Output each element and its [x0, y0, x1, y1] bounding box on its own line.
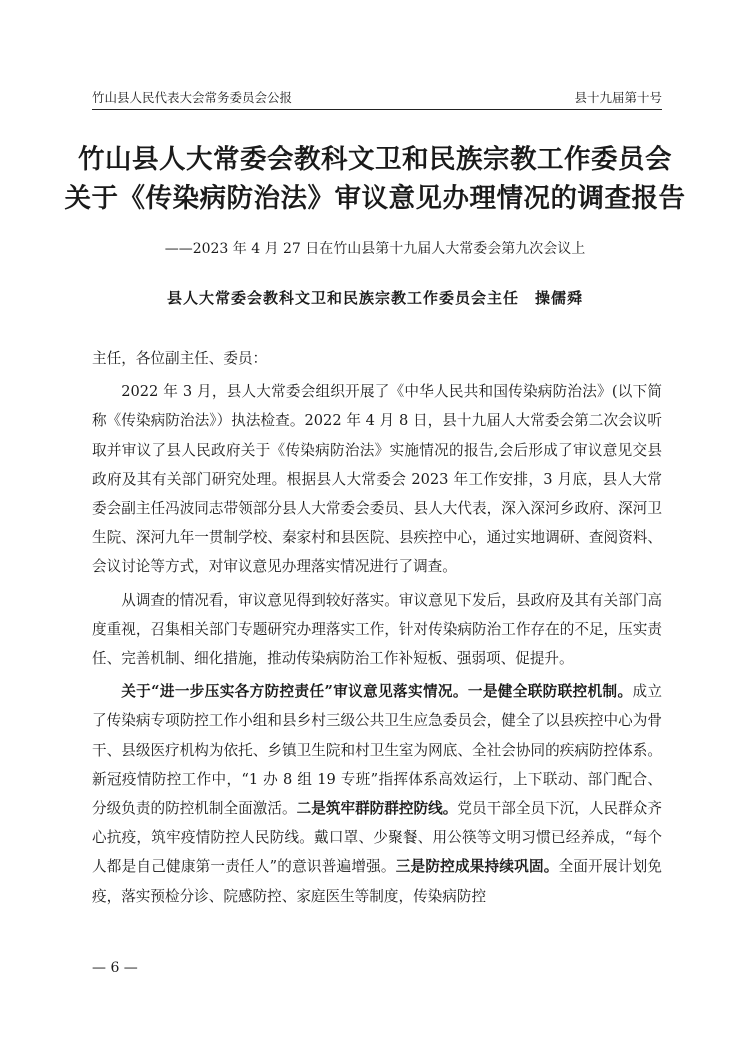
text-item-2: 党员干部全员下沉，人民群众齐心抗疫，筑牢疫情防控人民防线。戴口罩、少聚餐、用公筷等文明习惯已经养成，“每个人都是自己健康第一责任人”的意识普遍增强。	[92, 800, 662, 876]
header-publication: 竹山县人民代表大会常务委员会公报	[92, 90, 293, 105]
header-issue: 县十九届第十号	[574, 90, 662, 105]
heading-item-3: 三是防控成果持续巩固。	[395, 858, 559, 876]
text-item-1: 成立了传染病专项防控工作小组和县乡村三级公共卫生应急委员会，健全了以县疾控中心为骨干、县级医疗机构为依托、乡镇卫生院和村卫生室为网底、全社会协同的疾病防控体系。新冠疫情防控工作中，“1 办 8 组 19 专班”指挥体系高效运行，上下联动、部门配合、分级负责的防控机制全面激活。	[92, 683, 662, 818]
document-author: 县人大常委会教科文卫和民族宗教工作委员会主任 操儒舜	[166, 289, 583, 307]
document-subtitle: ——2023 年 4 月 27 日在竹山县第十九届人大常委会第九次会议上	[164, 241, 586, 257]
heading-item-1: 关于“进一步压实各方防控责任”审议意见落实情况。一是健全联防联控机制。	[121, 683, 633, 701]
page-number: — 6 —	[92, 960, 138, 976]
document-title	[60, 140, 690, 218]
page-header	[92, 88, 662, 110]
title-line-2: 关于《传染病防治法》审议意见办理情况的调查报告	[64, 183, 686, 214]
paragraph-2: 从调查的情况看，审议意见得到较好落实。审议意见下发后，县政府及其有关部门高度重视，召集相关部门专题研究办理落实工作，针对传染病防治工作存在的不足，压实责任、完善机制、细化措施，推动传染病防治工作补短板、强弱项、促提升。	[92, 591, 662, 668]
document-body	[92, 344, 662, 911]
title-line-1: 竹山县人大常委会教科文卫和民族宗教工作委员会	[78, 144, 672, 175]
paragraph-3	[92, 677, 662, 911]
paragraph-1: 2022 年 3 月，县人大常委会组织开展了《中华人民共和国传染病防治法》(以下简称《传染病防治法》）执法检查。2022 年 4 月 8 日，县十九届人大常委会第二次会议听取并审议了县人民政府关于《传染病防治法》实施情况的报告,会后形成了审议意见交县政府及其有关部门研究处理。根据县人大常委会 2023 年工作安排，3 月底，县人大常委会副主任冯波同志带领部分县人大常委会委员、县人大代表，深入深河乡政府、深河卫生院、深河九年一贯制学校、秦家村和县医院、县疾控中心，通过实地调研、查阅资料、会议讨论等方式，对审议意见办理落实情况进行了调查。	[92, 383, 662, 576]
heading-item-2: 二是筑牢群防群控防线。	[296, 800, 458, 818]
header-rule	[92, 109, 662, 110]
salutation: 主任，各位副主任、委员：	[92, 350, 268, 367]
text-item-3: 全面开展计划免疫，落实预检分诊、院感防控、家庭医生等制度，传染病防控	[92, 858, 662, 905]
